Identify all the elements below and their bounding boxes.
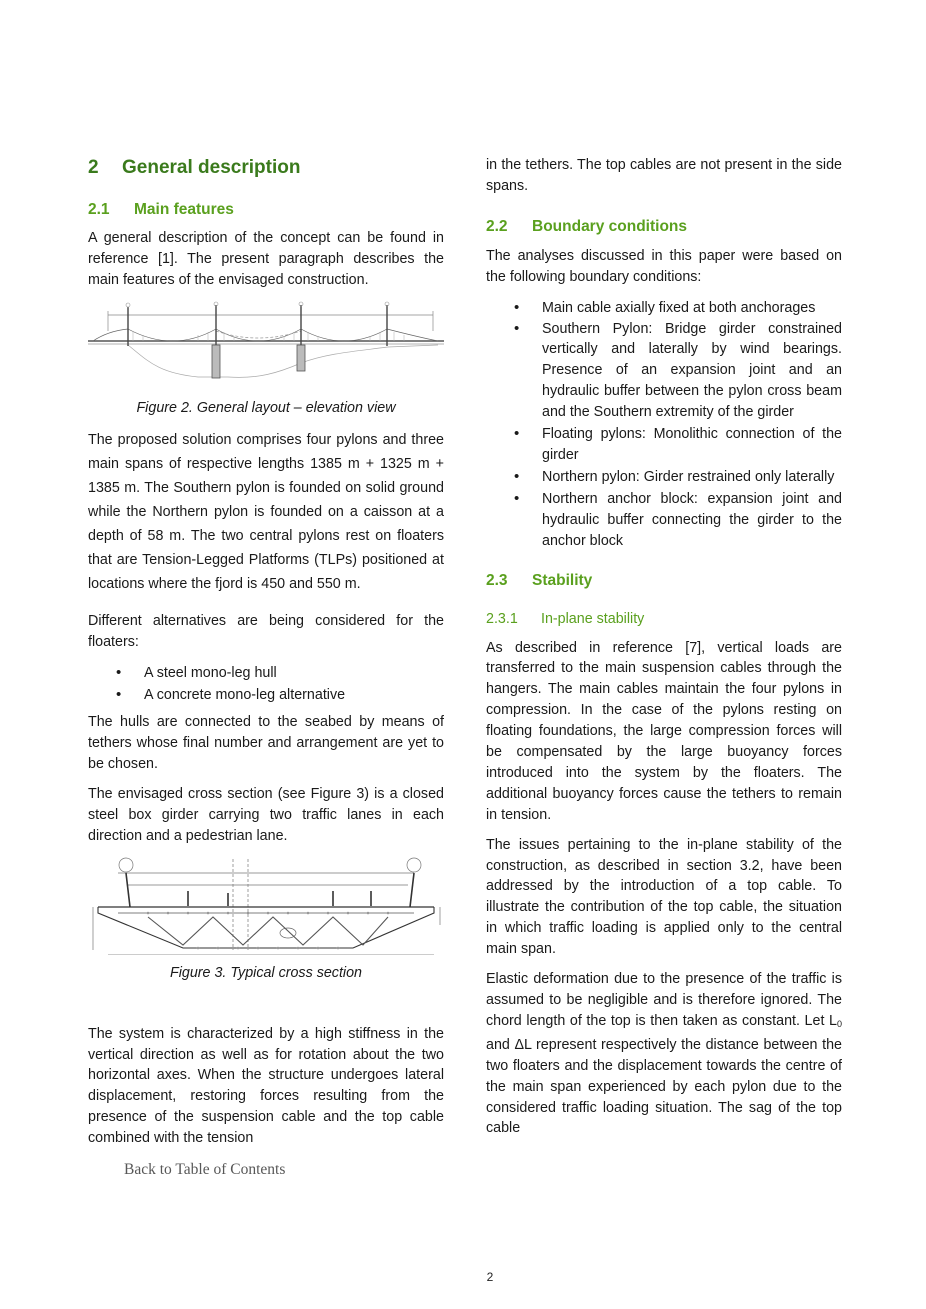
heading-number: 2.1 — [88, 201, 110, 218]
list-item: • Southern Pylon: Bridge girder constrained vertically and laterally by wind bearings. Presence of an expansion joint and an hydraulic buffer between the pylon cross beam and the Southern extremity of the girder — [486, 319, 842, 424]
heading-title: Main features — [134, 201, 234, 218]
paragraph-boundary-intro: The analyses discussed in this paper were based on the following boundary conditions: — [486, 247, 842, 285]
heading-title: In-plane stability — [541, 610, 645, 627]
paragraph-intro: A general description of the concept can be found in reference [1]. The present paragraph describes the main features of the envisaged construction. — [88, 230, 444, 288]
back-to-toc-link[interactable]: Back to Table of Contents — [124, 1161, 286, 1178]
heading-title: Boundary conditions — [532, 217, 687, 235]
paragraph-cross-section: The envisaged cross section (see Figure 3) is a closed steel box girder carrying two traffic lanes in each direction and a pedestrian lane. — [88, 785, 444, 844]
subscript: 0 — [836, 1018, 842, 1029]
heading-number: 2.3 — [486, 571, 508, 589]
paragraph-in-plane-issues: The issues pertaining to the in-plane stability of the construction, as described in section 3.2, have been addressed by the introduction of a top cable. To illustrate the contribution of the top cable, the situation in which traffic loading is applied only to the central main span. — [486, 836, 842, 958]
heading-in-plane-stability — [486, 609, 842, 629]
heading-general-description — [88, 155, 444, 181]
heading-number: 2 — [88, 157, 99, 178]
heading-number: 2.2 — [486, 217, 508, 235]
floater-options-list — [88, 662, 444, 706]
paragraph-hulls: The hulls are connected to the seabed by means of tethers whose final number and arrangement are yet to be chosen. — [88, 714, 444, 772]
list-item: • Floating pylons: Monolithic connection of the girder — [486, 424, 842, 466]
paragraph-proposed-solution: The proposed solution comprises four pylons and three main spans of respective lengths 1385 m + 1325 m + 1385 m. The Southern pylon is founded on solid ground while the Northern pylon is founded on a caisson at a depth of 58 m. The two central pylons rest on floaters that are Tension-Legged Platforms (TLPs) positioned at locations where the fjord is 450 and 550 m. — [88, 431, 444, 593]
paragraph-elastic-deformation — [486, 969, 842, 1139]
left-column — [88, 155, 444, 1149]
paragraph-tethers-continued: in the tethers. The top cables are not present in the side spans. — [486, 157, 842, 194]
figure-2-caption: Figure 2. General layout – elevation view — [136, 399, 396, 416]
heading-title: General description — [122, 157, 301, 178]
heading-title: Stability — [532, 571, 593, 589]
list-item: • A steel mono-leg hull — [88, 662, 444, 684]
heading-number: 2.3.1 — [486, 610, 518, 627]
boundary-conditions-list — [486, 298, 842, 552]
page-number: 2 — [486, 1270, 494, 1284]
list-item: • Northern pylon: Girder restrained only laterally — [486, 467, 842, 488]
text-segment: and ΔL represent respectively the distance between the two floaters and the displacement towards the centre of the main span experienced by each pylon due to the considered traffic loading situation. The sag of the top cable — [486, 1036, 842, 1137]
paragraph-system-stiffness: The system is characterized by a high stiffness in the vertical direction as well as for rotation about the two horizontal axes. When the structure undergoes lateral displacement, restoring forces resulting from the presence of the suspension cable and the top cable combined with the tension — [88, 1025, 444, 1147]
figure-3-caption: Figure 3. Typical cross section — [169, 964, 363, 981]
figure-elevation-view — [88, 301, 444, 381]
list-item: • Main cable axially fixed at both anchorages — [486, 298, 842, 319]
paragraph-vertical-loads: As described in reference [7], vertical loads are transferred to the main suspension cables through the hangers. The main cables maintain the four pylons in compression. In the case of the pylons resting on floating foundations, the large compression forces will be compensated by the large buoyancy forces introduced into the system by the floaters. The additional buoyancy forces cause the tethers to remain in tension. — [486, 639, 842, 823]
heading-boundary-conditions — [486, 216, 842, 238]
paragraph-alternatives: Different alternatives are being considered for the floaters: — [88, 613, 444, 651]
bridge-elevation-drawing — [88, 301, 444, 381]
box-girder-cross-section-drawing — [88, 855, 444, 955]
text-segment: Elastic deformation due to the presence of the traffic is assumed to be negligible and is therefore ignored. The chord length of the top is then taken as constant. Let L — [486, 971, 842, 1029]
list-item: • Northern anchor block: expansion joint and hydraulic buffer connecting the girder to the anchor block — [486, 489, 842, 552]
heading-stability — [486, 570, 842, 592]
heading-main-features — [88, 199, 444, 221]
figure-cross-section — [88, 855, 444, 955]
right-column — [486, 155, 842, 1139]
list-item: • A concrete mono-leg alternative — [88, 684, 444, 706]
